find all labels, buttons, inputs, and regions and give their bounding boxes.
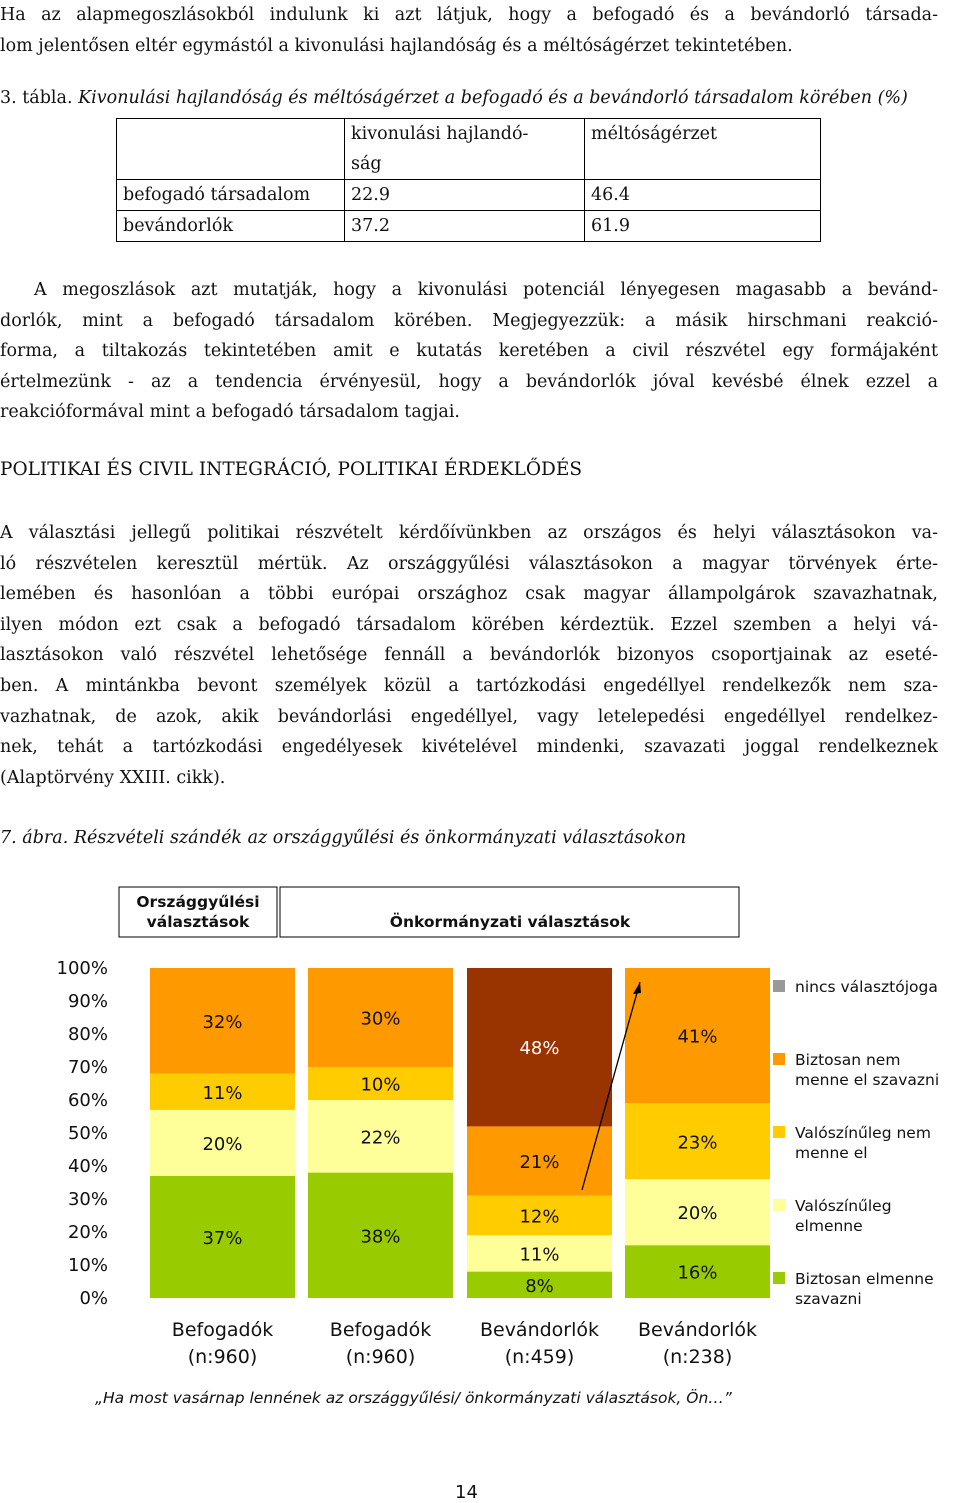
group-label-orszaggyulesi: Országgyűlési [136, 893, 260, 911]
x-category-label: Bevándorlók [479, 1319, 600, 1341]
table-row [117, 211, 821, 242]
x-category-label: Bevándorlók [637, 1319, 758, 1341]
table-row [117, 180, 821, 211]
data-label: 21% [519, 1152, 560, 1174]
y-tick-label: 90% [67, 991, 108, 1012]
figure-caption-title: Részvételi szándék az országgyűlési és önkormányzati választásokon [73, 828, 687, 848]
data-label: 32% [202, 1011, 243, 1033]
text-line: ló részvételen keresztül mértük. Az országgyűlési választásokon a magyar törvények érte- [0, 553, 938, 574]
text-line: nek, tehát a tartózkodási engedélyesek kivételével mindenki, szavazati joggal rendelkeznek [0, 737, 938, 758]
y-tick-label: 70% [67, 1057, 108, 1078]
table-header-row [117, 119, 821, 180]
figure-caption [0, 828, 686, 848]
cell-value: 22.9 [345, 180, 585, 211]
figure-caption-number: 7. ábra. [0, 828, 69, 848]
header-text: ság [351, 154, 382, 174]
legend-label: Biztosan nem [795, 1051, 901, 1069]
text-line: (Alaptörvény XXIII. cikk). [0, 767, 226, 788]
data-label: 20% [202, 1133, 243, 1155]
data-label: 11% [202, 1082, 243, 1104]
text-line: reakcióformával mint a befogadó társadalom tagjai. [0, 402, 460, 423]
cell-value: 46.4 [585, 180, 821, 211]
x-category-label: (n:960) [187, 1346, 258, 1368]
y-tick-label: 80% [67, 1024, 108, 1045]
legend-label: elmenne [795, 1217, 863, 1235]
stacked-bar-chart [0, 880, 960, 1420]
data-label: 11% [519, 1244, 560, 1266]
legend-label: menne el szavazni [795, 1071, 940, 1089]
legend-swatch [773, 980, 785, 992]
page-number: 14 [455, 1482, 478, 1503]
text-line: vazhatnak, de azok, akik bevándorlási engedéllyel, vagy letelepedési engedéllyel rendelkez- [0, 706, 938, 727]
legend-label: Valószínűleg nem [795, 1124, 931, 1142]
paragraph-megoszlasok [0, 275, 938, 428]
x-category-label: Befogadók [171, 1319, 274, 1341]
text-line: Ha az alapmegoszlásokból indulunk ki azt látjuk, hogy a befogadó és a bevándorló társada- [0, 5, 938, 25]
row-label: befogadó társadalom [117, 180, 345, 211]
header-text: kivonulási hajlandó- [351, 124, 529, 144]
x-category-label: (n:960) [345, 1346, 416, 1368]
y-tick-label: 50% [67, 1123, 108, 1144]
data-label: 38% [360, 1226, 401, 1248]
text-line: A megoszlások azt mutatják, hogy a kivonulási potenciál lényegesen magasabb a bevánd- [34, 280, 938, 300]
data-label: 20% [677, 1203, 718, 1225]
legend-label: Biztosan elmenne [795, 1270, 934, 1288]
legend-label: menne el [795, 1144, 868, 1162]
legend-label: Valószínűleg [795, 1197, 892, 1215]
y-tick-label: 30% [67, 1189, 108, 1210]
section-heading: POLITIKAI ÉS CIVIL INTEGRÁCIÓ, POLITIKAI ÉRDEKLŐDÉS [0, 459, 583, 480]
x-category-label: (n:238) [662, 1346, 733, 1368]
data-label: 23% [677, 1132, 718, 1154]
table-caption [0, 88, 908, 108]
intro-paragraph [0, 0, 938, 61]
table-header-empty [117, 119, 345, 180]
text-line: forma, a tiltakozás tekintetében amit e kutatás keretében a civil részvétel egy formájaként [0, 341, 938, 362]
y-tick-label: 100% [56, 958, 108, 979]
text-line: lemében és hasonlóan a többi európai országhoz csak magyar állampolgárok szavazhatnak, [0, 584, 938, 605]
paragraph-valasztasok [0, 518, 938, 793]
data-label: 41% [677, 1026, 718, 1048]
table-header-meltosag: méltóságérzet [585, 119, 821, 180]
y-tick-label: 40% [67, 1156, 108, 1177]
text-line: dorlók, mint a befogadó társadalom körében. Megjegyezzük: a másik hirschmani reakció- [0, 310, 938, 331]
y-tick-label: 10% [67, 1255, 108, 1276]
question-note: „Ha most vasárnap lennének az országgyűlési/ önkormányzati választások, Ön…” [95, 1389, 732, 1407]
text-line: ben. A mintánkba bevont személyek közül a tartózkodási engedéllyel rendelkezők nem sza- [0, 675, 938, 696]
table-header-kivonulas [345, 119, 585, 180]
cell-value: 37.2 [345, 211, 585, 242]
legend-label: nincs választójoga [795, 978, 938, 996]
group-label-onkormanyzati: Önkormányzati választások [389, 913, 631, 931]
table-caption-title: Kivonulási hajlandóság és méltóságérzet a befogadó és a bevándorló társadalom körében (%) [78, 88, 908, 108]
data-label: 8% [525, 1275, 554, 1297]
data-label: 10% [360, 1074, 401, 1096]
legend-swatch [773, 1272, 785, 1284]
text-line: ilyen módon ezt csak a befogadó társadalom körében kérdeztük. Ezzel szemben a helyi vá- [0, 614, 938, 635]
data-label: 12% [519, 1206, 560, 1228]
group-label-orszaggyulesi: választások [146, 913, 250, 931]
row-label: bevándorlók [117, 211, 345, 242]
x-category-label: Befogadók [329, 1319, 432, 1341]
table-caption-number: 3. tábla. [0, 88, 73, 108]
text-line: lasztásokon való részvétel lehetősége fennáll a bevándorlók bizonyos csoportjainak az eseté- [0, 645, 938, 666]
legend-swatch [773, 1126, 785, 1138]
cell-value: 61.9 [585, 211, 821, 242]
text-line: lom jelentősen eltér egymástól a kivonulási hajlandóság és a méltóságérzet tekintetében. [0, 35, 793, 56]
y-tick-label: 0% [79, 1288, 108, 1309]
data-label: 22% [360, 1127, 401, 1149]
data-label: 30% [360, 1008, 401, 1030]
legend-swatch [773, 1199, 785, 1211]
data-label: 37% [202, 1227, 243, 1249]
y-tick-label: 20% [67, 1222, 108, 1243]
y-tick-label: 60% [67, 1090, 108, 1111]
data-label: 48% [519, 1038, 560, 1060]
legend-label: szavazni [795, 1290, 862, 1308]
table-kivonulas [116, 118, 821, 242]
text-line: A választási jellegű politikai részvételt kérdőívünkben az országos és helyi választásokon va- [0, 523, 938, 543]
legend-swatch [773, 1053, 785, 1065]
x-category-label: (n:459) [504, 1346, 575, 1368]
text-line: értelmezünk - az a tendencia érvényesül, hogy a bevándorlók jóval kevésbé élnek ezzel a [0, 371, 938, 392]
data-label: 16% [677, 1262, 718, 1284]
